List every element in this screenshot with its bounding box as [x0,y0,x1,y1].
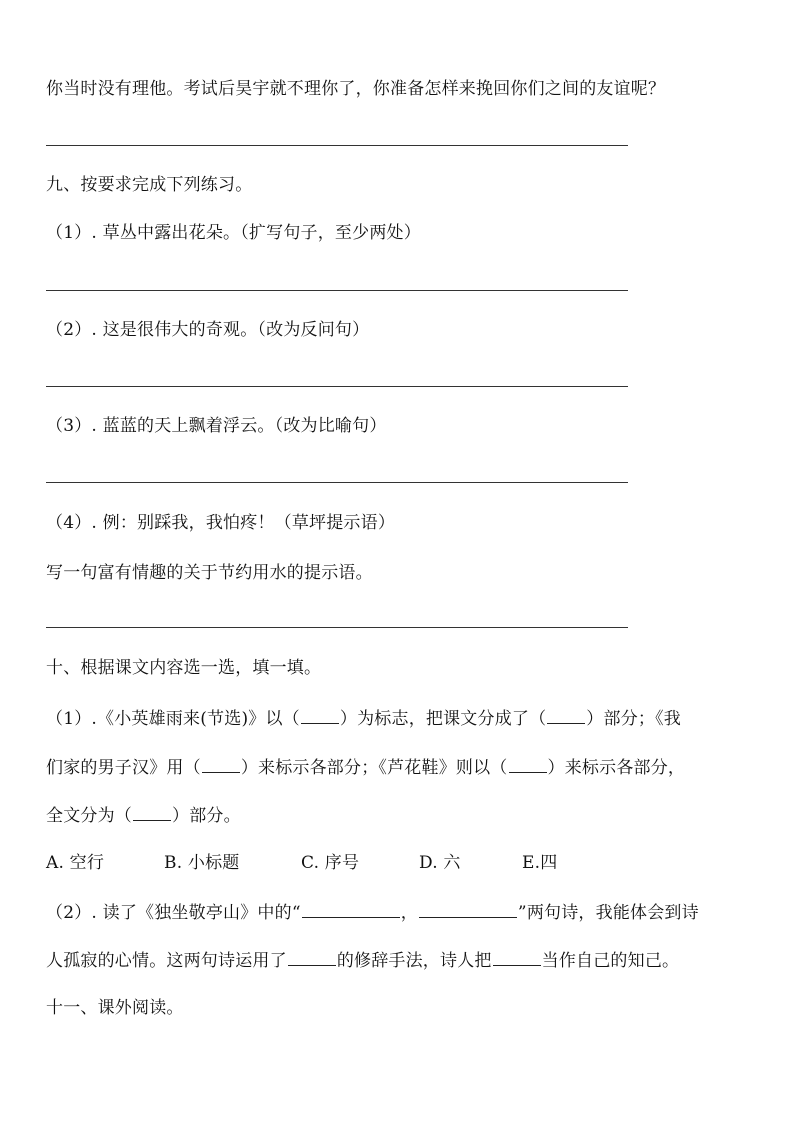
option-b: B. 小标题 [164,853,240,873]
option-e: E.四 [522,853,558,873]
q10-options-row [46,851,557,875]
answer-line-q9-1[interactable] [46,290,628,291]
q9-item-4-instruction: 写一句富有情趣的关于节约用水的提示语。 [46,563,373,583]
option-c: C. 序号 [301,853,360,873]
fill-blank[interactable] [133,803,171,821]
q10-item-1-line-1 [46,706,681,731]
fill-blank[interactable] [302,900,400,918]
answer-line-q9-4[interactable] [46,627,628,628]
q10-item-1-line-2 [46,755,685,780]
q10-1-text-h: ）部分。 [172,806,241,826]
section-11-heading: 十一、课外阅读。 [46,998,184,1018]
question-8-text: 你当时没有理他。考试后昊宇就不理你了，你准备怎样来挽回你们之间的友谊呢？ [46,79,666,99]
q10-1-text-f: ）来标示各部分， [547,758,686,778]
fill-blank[interactable] [301,706,339,724]
q10-1-text-b: ）为标志，把课文分成了（ [339,709,547,729]
answer-line-q9-2[interactable] [46,386,628,387]
q10-2-text-c: ”两句诗，我能体会到诗 [517,903,699,923]
section-9-heading: 九、按要求完成下列练习。 [46,175,253,195]
q10-2-text-f: 当作自己的知己。 [541,951,680,971]
answer-line-q9-3[interactable] [46,482,628,483]
q10-1-text-a: （1）.《小英雄雨来(节选)》以（ [46,709,300,729]
q9-item-1: （1）. 草丛中露出花朵。（扩写句子，至少两处） [46,223,421,243]
q10-2-text-b: ， [400,903,418,923]
fill-blank[interactable] [493,948,541,966]
option-d: D. 六 [419,853,461,873]
section-10-heading: 十、根据课文内容选一选，填一填。 [46,658,322,678]
q10-item-1-line-3 [46,803,241,828]
q10-item-2-line-1 [46,900,699,925]
q10-1-text-c: ）部分；《我 [586,709,681,729]
option-a: A. 空行 [46,853,105,873]
q10-1-text-d: 们家的男子汉》用（ [46,758,201,778]
fill-blank[interactable] [288,948,336,966]
q9-item-4: （4）. 例：别踩我，我怕疼！（草坪提示语） [46,513,396,533]
fill-blank[interactable] [419,900,517,918]
q10-2-text-a: （2）. 读了《独坐敬亭山》中的“ [46,903,301,923]
answer-line-q8[interactable] [46,145,628,146]
q10-1-text-g: 全文分为（ [46,806,132,826]
q9-item-2: （2）. 这是很伟大的奇观。（改为反问句） [46,320,370,340]
q9-item-3: （3）. 蓝蓝的天上飘着浮云。（改为比喻句） [46,416,387,436]
q10-1-text-e: ）来标示各部分；《芦花鞋》则以（ [240,758,508,778]
q10-2-text-d: 人孤寂的心情。这两句诗运用了 [46,951,287,971]
fill-blank[interactable] [202,755,240,773]
q10-2-text-e: 的修辞手法，诗人把 [336,951,492,971]
fill-blank[interactable] [547,706,585,724]
q10-item-2-line-2 [46,948,679,973]
fill-blank[interactable] [509,755,547,773]
